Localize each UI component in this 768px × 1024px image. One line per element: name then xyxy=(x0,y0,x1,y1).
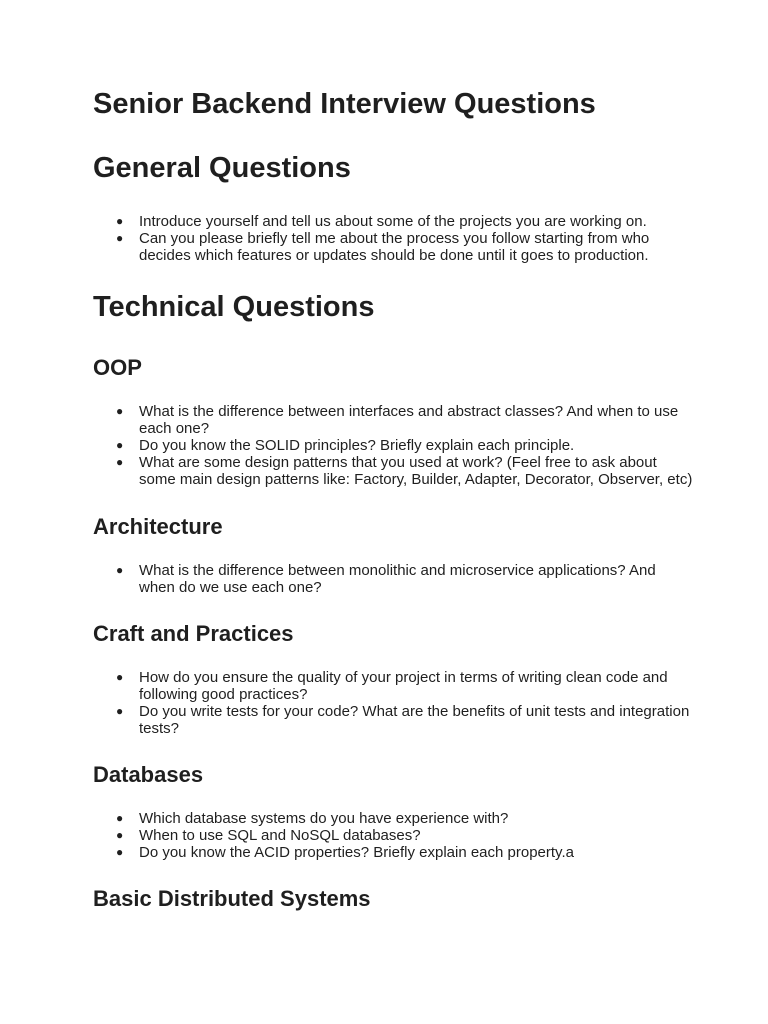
list-item: ● Can you please briefly tell me about the process you follow starting from who decides which features or updates should be done until it goes to production. xyxy=(116,230,650,264)
bullet-icon: ● xyxy=(116,563,124,577)
list-item: ● Do you know the SOLID principles? Briefly explain each principle. xyxy=(116,437,575,454)
craft-practices-heading: Craft and Practices xyxy=(93,621,294,646)
oop-list xyxy=(93,403,693,488)
databases-list xyxy=(93,810,693,861)
list-item: ● Do you know the ACID properties? Briefly explain each property.a xyxy=(116,844,574,861)
bullet-icon: ● xyxy=(116,214,124,228)
list-item: ● What is the difference between interfaces and abstract classes? And when to use each one? xyxy=(116,403,679,437)
bullet-icon: ● xyxy=(116,828,124,842)
bullet-icon: ● xyxy=(116,231,124,245)
bullet-icon: ● xyxy=(116,455,124,469)
oop-heading: OOP xyxy=(93,355,142,380)
general-questions-list xyxy=(93,213,693,264)
document-title: Senior Backend Interview Questions xyxy=(93,88,596,120)
architecture-list xyxy=(93,562,693,596)
list-item: ● Which database systems do you have experience with? xyxy=(116,810,509,827)
databases-heading: Databases xyxy=(93,762,204,787)
list-item: ● How do you ensure the quality of your project in terms of writing clean code and following good practices? xyxy=(116,669,668,703)
list-item: ● Introduce yourself and tell us about some of the projects you are working on. xyxy=(116,213,647,230)
bullet-icon: ● xyxy=(116,811,124,825)
craft-practices-list xyxy=(93,669,693,737)
document-page xyxy=(93,85,693,913)
bullet-icon: ● xyxy=(116,845,124,859)
list-item: ● What are some design patterns that you used at work? (Feel free to ask about some main design patterns like: Factory, Builder, Adapter, Decorator, Observer, etc) xyxy=(116,454,693,488)
bullet-icon: ● xyxy=(116,704,124,718)
list-item: ● What is the difference between monolithic and microservice applications? And when do we use each one? xyxy=(116,562,656,596)
architecture-heading: Architecture xyxy=(93,514,223,539)
bullet-icon: ● xyxy=(116,670,124,684)
distributed-systems-heading: Basic Distributed Systems xyxy=(93,886,371,911)
technical-questions-heading: Technical Questions xyxy=(93,291,375,323)
bullet-icon: ● xyxy=(116,438,124,452)
general-questions-heading: General Questions xyxy=(93,152,351,184)
bullet-icon: ● xyxy=(116,404,124,418)
list-item: ● Do you write tests for your code? What are the benefits of unit tests and integration tests? xyxy=(116,703,690,737)
list-item: ● When to use SQL and NoSQL databases? xyxy=(116,827,421,844)
